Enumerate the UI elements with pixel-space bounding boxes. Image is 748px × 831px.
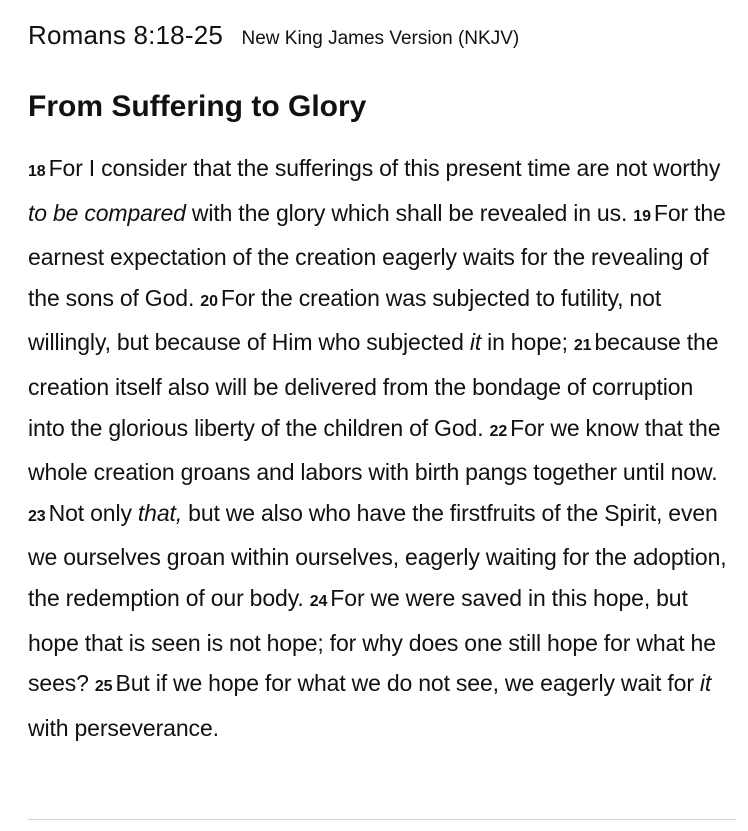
verse-text: For we were saved in this hope, but hope that is seen is not hope; for why does one still hope for what he sees?	[28, 584, 716, 697]
verse-text: Not only	[48, 499, 138, 526]
passage-header	[28, 20, 519, 51]
verse-text: with the glory which shall be revealed in us.	[185, 199, 628, 226]
verse-text: with perseverance.	[28, 714, 219, 741]
verse-text-italic: to be compared	[28, 199, 186, 226]
verse-text: For we know that the whole creation groans and labors with birth pangs together until now.	[28, 414, 721, 486]
verse-number: 20	[200, 292, 218, 310]
verse-text-italic: it	[469, 329, 482, 356]
passage-text	[28, 148, 728, 748]
verse-text: But if we hope for what we do not see, we eagerly wait for	[115, 670, 700, 697]
divider	[28, 819, 736, 820]
verse-text: For I consider that the sufferings of this present time are not worthy	[48, 155, 721, 181]
verse-number: 22	[489, 422, 508, 440]
passage-reference: Romans 8:18-25	[28, 20, 224, 50]
verse-text: For the earnest expectation of the creation eagerly waits for the revealing of the sons of God.	[28, 199, 726, 311]
version-name: New King James Version (NKJV)	[241, 28, 520, 49]
verse-number: 19	[633, 207, 651, 225]
verse-text-italic: that,	[137, 499, 183, 526]
verse-text-italic: it	[699, 670, 712, 697]
verse-number: 25	[94, 678, 113, 696]
verse-number: 24	[309, 592, 328, 610]
verse-number: 23	[28, 507, 46, 525]
verse-text: in hope;	[481, 329, 568, 356]
verse-18	[28, 155, 720, 226]
section-heading: From Suffering to Glory	[28, 90, 367, 123]
verse-text: For the creation was subjected to futility, not willingly, but because of Him who subjected	[28, 284, 662, 356]
verse-number: 18	[28, 163, 46, 180]
verse-text: because the creation itself also will be delivered from the bondage of corruption into the glorious liberty of the children of God.	[28, 329, 719, 441]
verse-25	[28, 670, 711, 741]
verse-number: 21	[573, 337, 592, 355]
verse-text: but we also who have the firstfruits of the Spirit, even we ourselves groan within ourselves, eagerly waiting for the adoption, the redemption of our body.	[28, 499, 727, 611]
